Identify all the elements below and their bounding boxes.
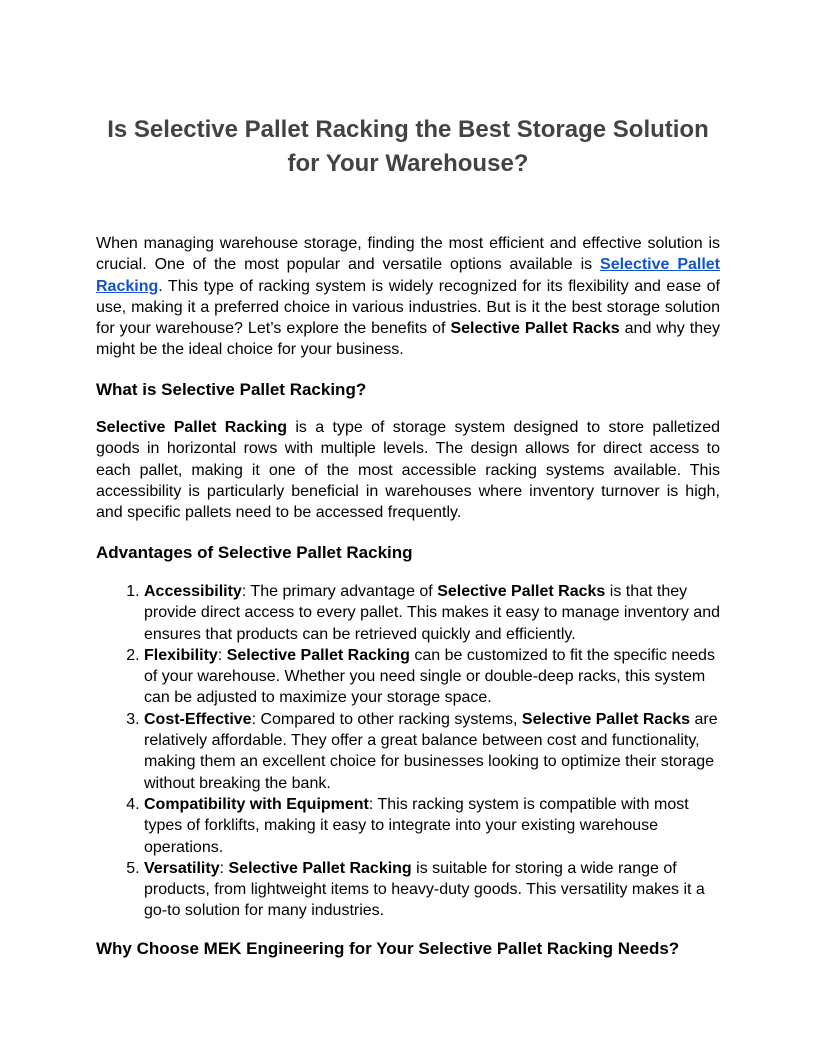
intro-text-3: and why they might be the ideal choice for your business. [96, 320, 721, 359]
list-item-text: is that they provide direct access to every pallet. This makes it easy to manage inventory and ensures that products can be retrieved quickly and efficiently. [144, 583, 720, 643]
definition-bold: Selective Pallet Racking [96, 419, 288, 436]
intro-paragraph [96, 233, 720, 361]
list-item-bold: Selective Pallet Racks [437, 583, 606, 600]
page-title: Is Selective Pallet Racking the Best Storage Solution for Your Warehouse? [107, 116, 709, 177]
section-heading-advantages: Advantages of Selective Pallet Racking [96, 543, 413, 562]
advantages-list [96, 581, 720, 922]
definition-paragraph [96, 417, 720, 523]
list-item-bold: Selective Pallet Racking [228, 859, 412, 877]
list-item-term: Cost-Effective [144, 710, 252, 728]
intro-text-1: When managing warehouse storage, finding the most efficient and effective solution is crucial. One of the most popular and versatile options available is [96, 235, 720, 274]
section-heading-what-is: What is Selective Pallet Racking? [96, 380, 367, 399]
list-item-text: is suitable for storing a wide range of products, from lightweight items to heavy-duty goods. This versatility makes it a go-to solution for many industries. [144, 859, 705, 920]
list-item-text: can be customized to fit the specific needs of your warehouse. Whether you need single or double-deep racks, this system can be adjusted to maximize your storage space. [144, 646, 715, 707]
definition-text: is a type of storage system designed to store palletized goods in horizontal rows with multiple levels. The design allows for direct access to each pallet, making it one of the most accessible racking systems available. This accessibility is particularly beneficial in warehouses where inventory turnover is high, and specific pallets need to be accessed frequently. [96, 419, 721, 522]
list-item-bold: Selective Pallet Racks [521, 710, 691, 728]
list-item [144, 709, 720, 794]
list-item-term: Compatibility with Equipment [144, 795, 369, 813]
list-item-text: : Compared to other racking systems, [251, 710, 522, 728]
list-item-text: : [217, 646, 227, 664]
list-item [144, 858, 720, 922]
list-item-text: : The primary advantage of [241, 583, 438, 600]
list-item-text: : This racking system is compatible with most types of forklifts, making it easy to integrate into your existing warehouse operations. [144, 795, 689, 856]
list-item-text: are relatively affordable. They offer a great balance between cost and functionality, making them an excellent choice for businesses looking to optimize their storage without breaking the bank. [144, 710, 718, 792]
section-heading-why-mek: Why Choose MEK Engineering for Your Selective Pallet Racking Needs? [96, 939, 680, 958]
intro-text-2: . This type of racking system is widely recognized for its flexibility and ease of use, making it a preferred choice in various industries. But is it the best storage solution for your warehouse? Let’s explore the benefits of [96, 277, 720, 338]
selective-pallet-racking-link[interactable]: Selective Pallet Racking [96, 256, 721, 295]
list-item [144, 645, 720, 709]
intro-bold-1: Selective Pallet Racks [450, 320, 620, 338]
list-item-text: : [219, 859, 229, 877]
list-item-term: Flexibility [144, 646, 218, 664]
list-item [144, 794, 720, 858]
list-item-term: Accessibility [144, 583, 242, 600]
list-item [144, 581, 720, 645]
list-item-bold: Selective Pallet Racking [226, 646, 410, 664]
list-item-term: Versatility [144, 859, 220, 877]
